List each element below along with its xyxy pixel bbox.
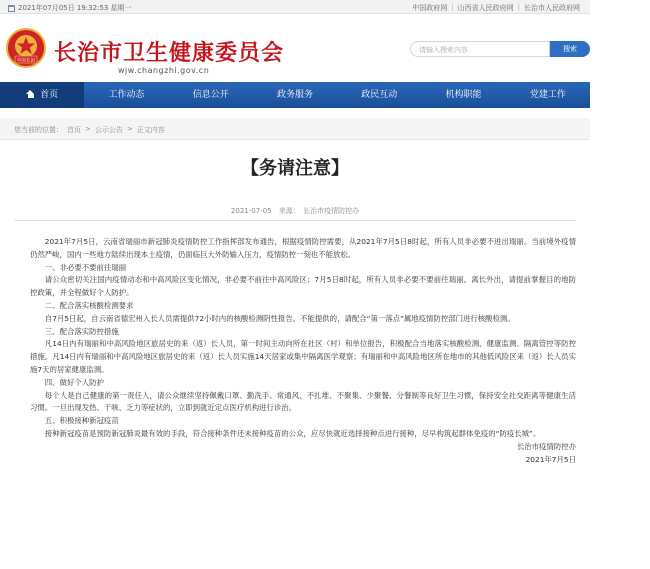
breadcrumb-notices[interactable]: 公示公告	[94, 126, 123, 134]
breadcrumb-current: 正文内容	[136, 126, 165, 134]
search-input[interactable]: 请输入搜索内容	[410, 41, 550, 57]
nav-item-gov-services[interactable]: 政务服务	[276, 90, 313, 100]
article-body	[30, 236, 576, 466]
site-title[interactable]: 长治市卫生健康委员会	[54, 41, 285, 66]
paragraph: 自7月5日起，自云南省德宏州入长人员需提供72小时内的核酸检测阴性报告。不能提供的，请配合“第一落点”属地疫情防控部门进行核酸检测。	[44, 313, 515, 323]
article-title: 【务请注意】	[241, 158, 349, 179]
site-url: wjw.changzhi.gov.cn	[118, 66, 210, 75]
emblem-icon	[6, 28, 46, 68]
breadcrumb-sep: >	[85, 125, 91, 133]
search-button[interactable]: 搜索	[550, 41, 590, 57]
paragraph: 2021年7月5日，云南省瑞丽市新冠肺炎疫情防控工作指挥部发布通告，根据疫情防控需要，从2021年7月5日8时起，所有人员非必要不进出瑞丽。当前境外疫情仍然严峻，国内一些地方陆续出现本土疫情，仍面临巨大外防输入压力，疫情防控一刻也不能放松。	[30, 237, 576, 259]
nav-item-institution[interactable]: 机构职能	[445, 90, 482, 100]
breadcrumb-home[interactable]: 首页	[67, 126, 81, 134]
link-separator: |	[451, 3, 454, 11]
gov-links	[412, 3, 580, 13]
breadcrumb-prefix: 您当前的位置：	[14, 126, 63, 134]
home-icon	[26, 90, 35, 98]
article	[0, 140, 590, 569]
section-heading: 二、配合落实核酸检测要求	[44, 300, 134, 310]
nav-item-info-disclosure[interactable]: 信息公开	[192, 90, 229, 100]
breadcrumb	[0, 118, 590, 140]
section-heading: 五、积极接种新冠疫苗	[44, 416, 119, 426]
gov-link-changzhi[interactable]: 长治市人民政府网	[524, 4, 580, 12]
datetime	[8, 3, 132, 13]
paragraph: 凡14日内有瑞丽和中高风险地区旅居史的来（返）长人员，第一时间主动向所在社区（村）和单位报告，积极配合当地落实核酸检测、健康监测、隔离管控等防控措施。凡14日内有瑞丽和中高风险地区旅居史的来（返）长人员实施14天居家或集中隔离医学观察；有瑞丽和中高风险地区所在地市的其他低风险区来（返）长人员实施7天的居家健康监测。	[30, 339, 576, 374]
datetime-text: 2021年07月05日 19:32:53 星期一	[18, 4, 132, 12]
nav-item-party-building[interactable]: 党建工作	[529, 90, 566, 100]
gov-link-shanxi[interactable]: 山西省人民政府网	[457, 4, 514, 12]
main-nav	[0, 82, 590, 108]
paragraph: 请公众密切关注国内疫情动态和中高风险区变化情况，非必要不前往中高风险区；7月5日8时起，所有人员非必要不要前往瑞丽。离长外出，请提前掌握目的地防控政策，并全程做好个人防护。	[30, 275, 576, 298]
signature-org: 长治市疫情防控办	[516, 441, 576, 451]
nav-item-home[interactable]	[0, 82, 84, 108]
article-meta: 2021-07-05 来源： 长治市疫情防控办	[230, 207, 360, 215]
nav-item-interaction[interactable]: 政民互动	[361, 90, 398, 100]
top-utility-bar	[0, 0, 590, 14]
paragraph: 每个人是自己健康的第一责任人，请公众继续坚持佩戴口罩、勤洗手、常通风、不扎堆、不聚集、少聚餐、分餐制等良好卫生习惯，保持安全社交距离等健康生活习惯。一旦出现发热、干咳、乏力等症状的，立即到就近定点医疗机构进行诊治。	[30, 390, 576, 413]
divider	[14, 220, 576, 221]
section-heading: 三、配合落实防控措施	[44, 326, 119, 336]
link-separator: |	[517, 3, 520, 11]
nav-label: 首页	[40, 90, 59, 100]
gov-link-china[interactable]: 中国政府网	[412, 4, 448, 12]
paragraph: 接种新冠疫苗是预防新冠肺炎最有效的手段，符合接种条件还未接种疫苗的公众，应尽快就近选择接种点进行接种，尽早构筑起群体免疫的“防疫长城”。	[44, 428, 541, 438]
calendar-icon	[8, 5, 15, 12]
site-header	[0, 14, 590, 82]
breadcrumb-sep: >	[126, 125, 133, 133]
section-heading: 一、非必要不要前往瑞丽	[44, 262, 127, 272]
nav-item-work-news[interactable]: 工作动态	[108, 90, 145, 100]
signature-date: 2021年7月5日	[525, 454, 576, 464]
section-heading: 四、做好个人防护	[44, 377, 104, 387]
emblem-text: 中国长治	[16, 58, 36, 64]
